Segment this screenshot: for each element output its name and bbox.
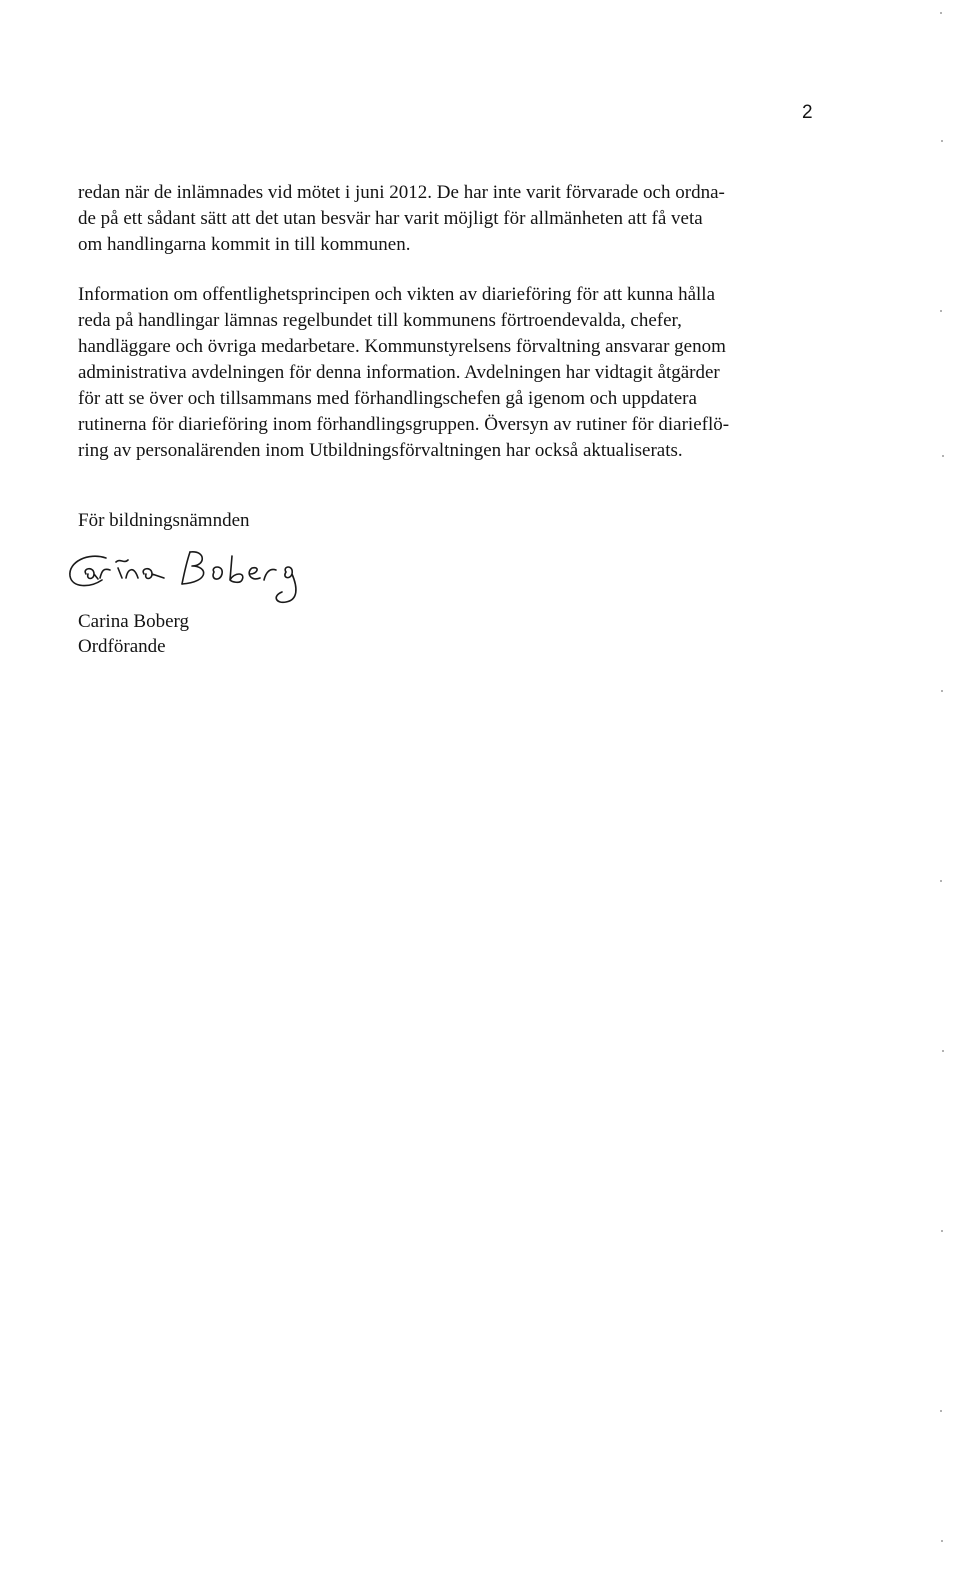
scan-speck — [941, 1540, 943, 1542]
scan-speck — [941, 140, 943, 142]
paragraph-2 — [78, 282, 818, 464]
paragraph-line: ring av personalärenden inom Utbildningsförvaltningen har också aktualiserats. — [78, 440, 683, 461]
paragraph-line: reda på handlingar lämnas regelbundet till kommunens förtroendevalda, chefer, — [78, 310, 682, 331]
scan-speck — [940, 880, 942, 882]
scan-speck — [941, 690, 943, 692]
scan-speck — [941, 1230, 943, 1232]
paragraph-line: rutinerna för diarieföring inom förhandlingsgruppen. Översyn av rutiner för diarieflö- — [78, 414, 730, 435]
scan-edge-artifacts — [940, 0, 944, 1574]
scan-speck — [940, 12, 942, 14]
scan-speck — [942, 1050, 944, 1052]
scan-speck — [940, 1410, 942, 1412]
page-number: 2 — [802, 102, 813, 123]
scan-speck — [942, 455, 944, 457]
paragraph-line: redan när de inlämnades vid mötet i juni 2012. De har inte varit förvarade och ordna- — [78, 182, 725, 203]
closing-line: För bildningsnämnden — [78, 510, 250, 531]
paragraph-1 — [78, 180, 818, 258]
paragraph-line: Information om offentlighetsprincipen och vikten av diarieföring för att kunna hålla — [78, 284, 716, 305]
paragraph-line: handläggare och övriga medarbetare. Kommunstyrelsens förvaltning ansvarar genom — [78, 336, 726, 357]
paragraph-line: de på ett sådant sätt att det utan besvär har varit möjligt för allmänheten att få veta — [78, 208, 703, 229]
paragraph-line: för att se över och tillsammans med förhandlingschefen gå igenom och uppdatera — [78, 388, 697, 409]
handwritten-signature — [60, 544, 360, 614]
signer-name: Carina Boberg — [78, 611, 189, 632]
signer-title: Ordförande — [78, 636, 166, 657]
paragraph-line: om handlingarna kommit in till kommunen. — [78, 234, 411, 255]
scan-speck — [940, 310, 942, 312]
paragraph-line: administrativa avdelningen för denna information. Avdelningen har vidtagit åtgärder — [78, 362, 720, 383]
